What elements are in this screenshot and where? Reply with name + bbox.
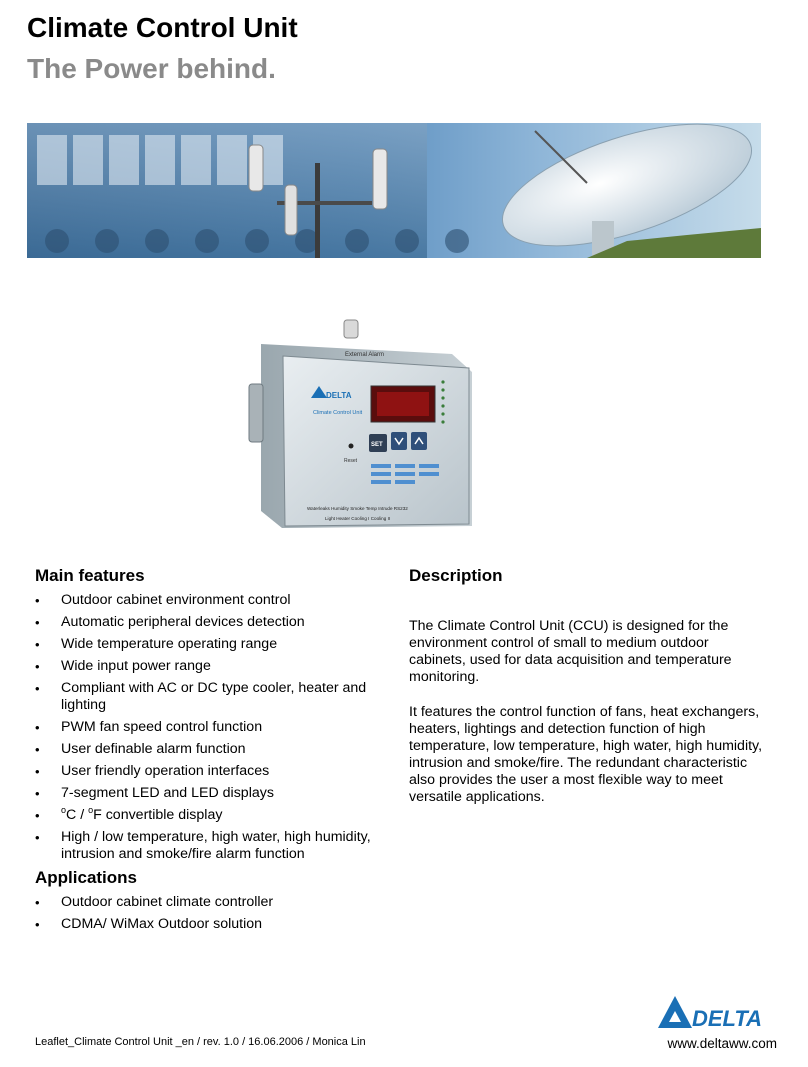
page-title: Climate Control Unit — [27, 12, 298, 43]
description-paragraph-2: It features the control function of fans, heat exchangers, heaters, lightings and detection function of high temperature, low temperature, high water, high humidity, intrusion and smoke/fire. The redundant characteristic also provides the user a most flexible way to meet versatile applications. — [409, 704, 763, 805]
list-item: • Automatic peripheral devices detection — [35, 614, 375, 631]
list-item: • High / low temperature, high water, high humidity, intrusion and smoke/fire alarm function — [35, 829, 375, 863]
device-image — [247, 316, 479, 546]
device-reset-label: Reset — [344, 458, 358, 464]
list-item: • 7-segment LED and LED displays — [35, 785, 375, 802]
list-item: • Wide input power range — [35, 658, 375, 675]
list-item: • Outdoor cabinet climate controller — [35, 894, 375, 911]
list-item-convertible: • $^o$C / $^o$F convertible display — [35, 807, 375, 824]
list-item: • User definable alarm function — [35, 741, 375, 758]
device-bottom-labels: Waterleaks Humidity Smoke Temp Intrude RS232 — [307, 506, 408, 511]
description-heading: Description — [409, 566, 503, 585]
list-item: • Wide temperature operating range — [35, 636, 375, 653]
description-section — [409, 566, 769, 806]
list-item: • PWM fan speed control function — [35, 719, 375, 736]
list-item: • User friendly operation interfaces — [35, 763, 375, 780]
device-model-label: Climate Control Unit — [313, 410, 363, 416]
device-top-label: External Alarm — [345, 352, 385, 358]
main-features-list — [35, 592, 375, 863]
list-item: • CDMA/ WiMax Outdoor solution — [35, 916, 375, 933]
list-item: • Compliant with AC or DC type cooler, heater and lighting — [35, 680, 375, 714]
left-column — [35, 566, 375, 938]
applications-list — [35, 894, 375, 933]
leaflet-reference: Leaflet_Climate Control Unit _en / rev. 1.0 / 16.06.2006 / Monica Lin — [35, 1036, 366, 1048]
delta-logo-text: DELTA — [692, 1006, 763, 1031]
page-subtitle: The Power behind. — [27, 53, 276, 84]
description-paragraph-1: The Climate Control Unit (CCU) is designed for the environment control of small to medium outdoor cabinets, used for data acquisition and temperature monitoring. — [409, 618, 732, 685]
device-set-label: SET — [371, 442, 383, 448]
device-brand: DELTA — [326, 391, 352, 400]
website-link[interactable]: www.deltaww.com — [667, 1036, 777, 1051]
applications-heading: Applications — [35, 868, 138, 887]
device-bottom-labels-2: Light Heater Cooling I Cooling II — [325, 516, 391, 521]
delta-logo — [656, 992, 776, 1032]
list-item: • Outdoor cabinet environment control — [35, 592, 375, 609]
main-features-heading: Main features — [35, 566, 145, 585]
banner-image — [27, 123, 761, 258]
